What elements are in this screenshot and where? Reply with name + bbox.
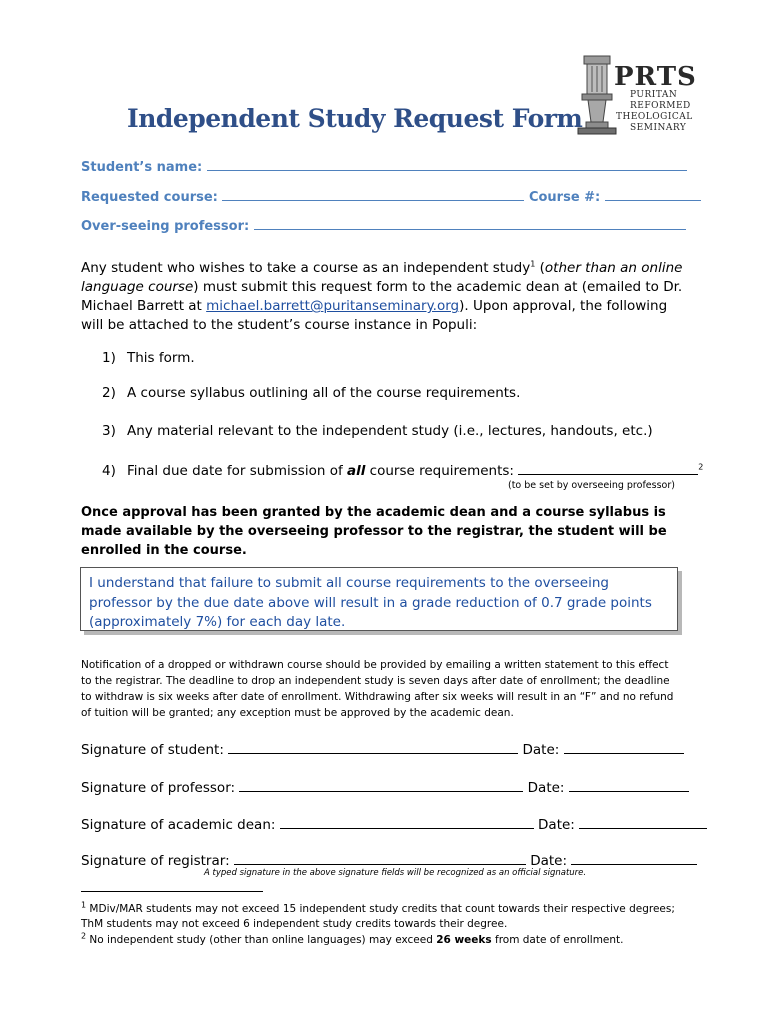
list-item (102, 423, 653, 439)
intro-text: Any student who wishes to take a course as an independent study (81, 260, 531, 276)
requested-course-input[interactable] (222, 186, 524, 201)
footnote-text: No independent study (other than online languages) may exceed (86, 934, 437, 946)
signature-professor-row (81, 776, 689, 796)
signature-dean-row (81, 813, 707, 833)
footnote-2 (81, 933, 691, 948)
list-text: This form. (127, 350, 195, 366)
dean-date-input[interactable] (579, 813, 707, 829)
student-name-label: Student’s name: (81, 160, 203, 175)
acknowledgement-box: I understand that failure to submit all course requirements to the overseeing professor by the due date above will result in a grade reduction of 0.7 grade points (approximately 7%) for each day late. (80, 567, 678, 631)
list-text: Final due date for submission of (127, 463, 348, 479)
due-date-input[interactable] (518, 460, 698, 475)
footnote-emphasis: 26 weeks (436, 934, 492, 946)
dean-signature-input[interactable] (280, 813, 534, 829)
intro-text: ) must submit this request form to the academic dean at (emailed to Dr. Michael Barrett at (81, 279, 683, 314)
approval-paragraph: Once approval has been granted by the academic dean and a course syllabus is made available by the overseeing professor to the registrar, the student will be enrolled in the course. (81, 505, 667, 558)
signature-registrar-row (81, 849, 697, 869)
professor-field (81, 215, 686, 234)
seminary-logo (574, 52, 697, 142)
course-number-label: Course #: (528, 190, 601, 205)
student-name-field (81, 156, 687, 175)
logo-wordmark: PRTS (614, 62, 697, 92)
logo-line: SEMINARY (630, 123, 687, 133)
signature-label: Signature of professor: (81, 780, 236, 796)
professor-input[interactable] (254, 215, 686, 230)
due-date-note: (to be set by overseeing professor) (508, 480, 675, 491)
signature-label: Signature of registrar: (81, 853, 230, 869)
list-number: 3) (102, 423, 116, 439)
footnote-text: MDiv/MAR students may not exceed 15 independent study credits that count towards their respective degrees; ThM students may not exceed 6 independent study credits towards their degree. (81, 903, 675, 930)
date-label: Date: (538, 817, 575, 833)
intro-paragraph (81, 259, 693, 335)
registrar-signature-input[interactable] (234, 849, 526, 865)
list-text: A course syllabus outlining all of the course requirements. (127, 385, 521, 401)
list-number: 2) (102, 385, 116, 401)
requested-course-field (81, 186, 701, 205)
withdrawal-notice: Notification of a dropped or withdrawn course should be provided by emailing a written statement to this effect to the registrar. The deadline to drop an independent study is seven days after date of enrollment; the deadline to withdraw is six weeks after date of enrollment. Withdrawing after six weeks will result in an “F” and no refund of tuition will be granted; any exception must be approved by the academic dean. (81, 659, 674, 719)
date-label: Date: (527, 780, 565, 796)
logo-line: REFORMED (630, 101, 691, 111)
student-date-input[interactable] (564, 738, 684, 754)
list-text: course requirements: (365, 463, 519, 479)
course-number-input[interactable] (605, 186, 701, 201)
professor-signature-input[interactable] (239, 776, 523, 792)
logo-line: THEOLOGICAL (616, 112, 693, 122)
list-item (102, 350, 195, 366)
footnote-divider (81, 891, 263, 892)
intro-italic: other than an online language course (81, 260, 683, 295)
list-item (102, 385, 520, 401)
logo-line: PURITAN (630, 90, 678, 100)
list-number: 4) (102, 463, 116, 479)
footnote-1 (81, 902, 691, 932)
footnote-ref-2: 2 (698, 462, 704, 472)
student-signature-input[interactable] (228, 738, 518, 754)
email-link[interactable]: michael.barrett@puritanseminary.org (206, 298, 460, 314)
footnote-number: 1 (81, 900, 87, 910)
list-number: 1) (102, 350, 116, 366)
date-label: Date: (530, 853, 568, 869)
professor-date-input[interactable] (569, 776, 689, 792)
footnote-text: from date of enrollment. (491, 934, 624, 946)
list-item-due-date (102, 460, 703, 479)
requested-course-label: Requested course: (81, 190, 218, 205)
student-name-input[interactable] (207, 156, 687, 171)
footnote-ref-1: 1 (530, 259, 536, 269)
professor-label: Over-seeing professor: (81, 219, 250, 234)
list-text: Any material relevant to the independent study (i.e., lectures, handouts, etc.) (127, 423, 653, 439)
signature-label: Signature of student: (81, 742, 224, 758)
registrar-date-input[interactable] (571, 849, 697, 865)
signature-label: Signature of academic dean: (81, 817, 276, 833)
footnote-number: 2 (81, 931, 87, 941)
list-emphasis: all (347, 463, 366, 479)
typed-signature-note: A typed signature in the above signature fields will be recognized as an official signature. (204, 868, 587, 878)
date-label: Date: (522, 742, 560, 758)
intro-text: ( (535, 260, 545, 276)
page-title: Independent Study Request Form (127, 104, 583, 133)
intro-text: ). Upon approval, the following will be attached to the student’s course instance in Populi: (81, 298, 668, 333)
signature-student-row (81, 738, 684, 758)
